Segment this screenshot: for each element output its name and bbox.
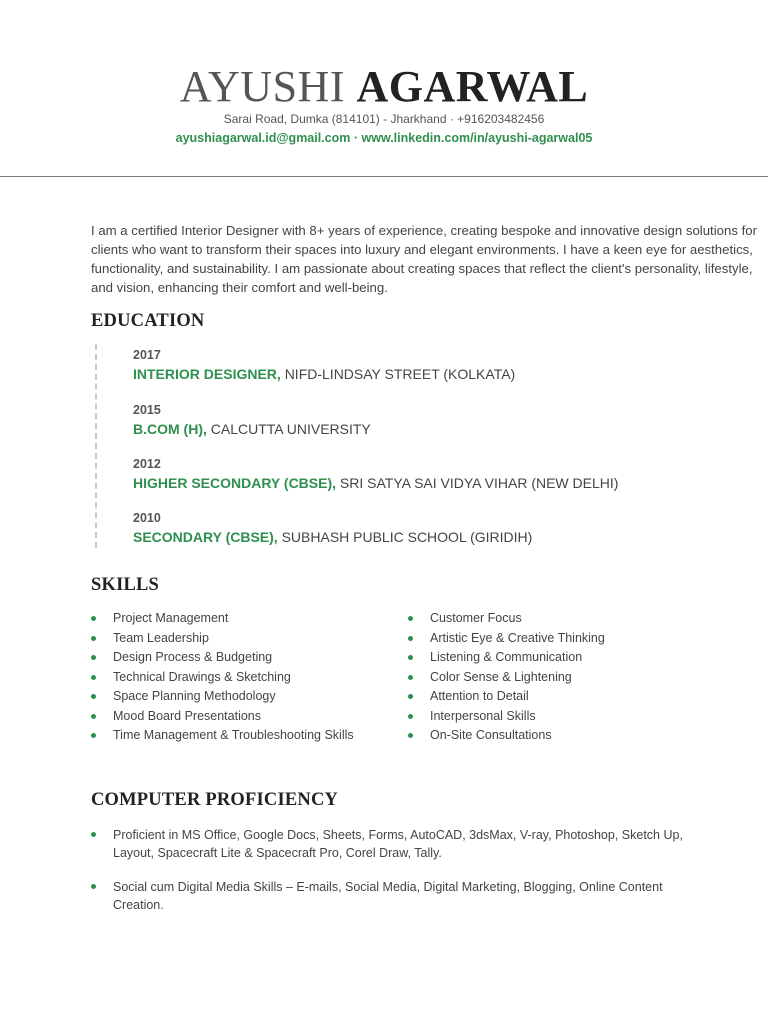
institution-name: SRI SATYA SAI VIDYA VIHAR (NEW DELHI) — [339, 475, 619, 491]
degree-title: INTERIOR DESIGNER, — [133, 366, 281, 382]
education-year: 2012 — [133, 457, 161, 471]
bullet-icon — [91, 616, 96, 621]
first-name: AYUSHI — [179, 62, 345, 111]
bullet-icon — [91, 675, 96, 680]
education-entry — [133, 401, 371, 439]
bullet-icon — [408, 616, 413, 621]
education-year: 2017 — [133, 348, 161, 362]
skills-heading: SKILLS — [91, 575, 160, 595]
skill-item: Customer Focus — [408, 609, 605, 629]
proficiency-item: Proficient in MS Office, Google Docs, Sheets, Forms, AutoCAD, 3dsMax, V-ray, Photoshop, Sketch Up, Layout, Spacecraft Lite & Spacecraft Pro, Corel Draw, Tally. — [91, 826, 691, 862]
proficiency-item: Social cum Digital Media Skills – E-mails, Social Media, Digital Marketing, Blogging, Online Content Creation. — [91, 878, 691, 914]
address-line: Sarai Road, Dumka (814101) - Jharkhand · +916203482456 — [223, 112, 545, 126]
institution-name: NIFD-LINDSAY STREET (KOLKATA) — [284, 366, 516, 382]
candidate-name — [0, 62, 768, 112]
skill-item: Attention to Detail — [408, 687, 605, 707]
institution-name: CALCUTTA UNIVERSITY — [210, 421, 371, 437]
skill-item: Color Sense & Lightening — [408, 668, 605, 688]
bullet-icon — [91, 733, 96, 738]
computer-proficiency-list — [91, 826, 691, 862]
computer-proficiency-heading: COMPUTER PROFICIENCY — [91, 790, 339, 810]
skill-item: Project Management — [91, 609, 354, 629]
education-degree-line — [133, 419, 371, 439]
skills-list-left — [91, 609, 354, 746]
header-divider — [0, 176, 768, 177]
skill-item: Team Leadership — [91, 629, 354, 649]
skill-item: Mood Board Presentations — [91, 707, 354, 727]
education-entry — [133, 455, 618, 493]
resume-header — [0, 0, 768, 176]
education-entry — [133, 509, 532, 547]
education-degree-line — [133, 527, 532, 547]
bullet-icon — [91, 714, 96, 719]
degree-title: HIGHER SECONDARY (CBSE), — [133, 475, 337, 491]
degree-title: SECONDARY (CBSE), — [133, 529, 278, 545]
bullet-icon — [91, 884, 96, 889]
skill-item: Interpersonal Skills — [408, 707, 605, 727]
skill-item: Time Management & Troubleshooting Skills — [91, 726, 354, 746]
education-heading: EDUCATION — [91, 311, 205, 331]
computer-proficiency-list — [91, 878, 691, 914]
education-timeline-line — [95, 344, 99, 548]
education-degree-line — [133, 364, 515, 384]
bullet-icon — [408, 655, 413, 660]
skill-item: Listening & Communication — [408, 648, 605, 668]
bullet-icon — [91, 636, 96, 641]
contact-line: ayushiagarwal.id@gmail.com · www.linkedin.com/in/ayushi-agarwal05 — [175, 131, 593, 145]
bullet-icon — [408, 714, 413, 719]
bullet-icon — [408, 636, 413, 641]
education-degree-line — [133, 473, 618, 493]
skill-item: Design Process & Budgeting — [91, 648, 354, 668]
education-entry — [133, 346, 515, 384]
skill-item: Space Planning Methodology — [91, 687, 354, 707]
skill-item: Artistic Eye & Creative Thinking — [408, 629, 605, 649]
degree-title: B.COM (H), — [133, 421, 207, 437]
skill-item: Technical Drawings & Sketching — [91, 668, 354, 688]
bullet-icon — [408, 694, 413, 699]
last-name: AGARWAL — [356, 62, 589, 111]
bullet-icon — [91, 655, 96, 660]
education-year: 2015 — [133, 403, 161, 417]
education-year: 2010 — [133, 511, 161, 525]
skills-list-right — [408, 609, 605, 746]
professional-summary: I am a certified Interior Designer with 8+ years of experience, creating bespoke and innovative design solutions for clients who want to transform their spaces into luxury and elegant environments. I have a keen eye for aesthetics, functionality, and sustainability. I am passionate about creating spaces that reflect the client's personality, lifestyle, and vision, enhancing their comfort and well-being. — [91, 223, 757, 296]
bullet-icon — [91, 694, 96, 699]
bullet-icon — [408, 733, 413, 738]
bullet-icon — [408, 675, 413, 680]
institution-name: SUBHASH PUBLIC SCHOOL (GIRIDIH) — [281, 529, 533, 545]
bullet-icon — [91, 832, 96, 837]
skill-item: On-Site Consultations — [408, 726, 605, 746]
